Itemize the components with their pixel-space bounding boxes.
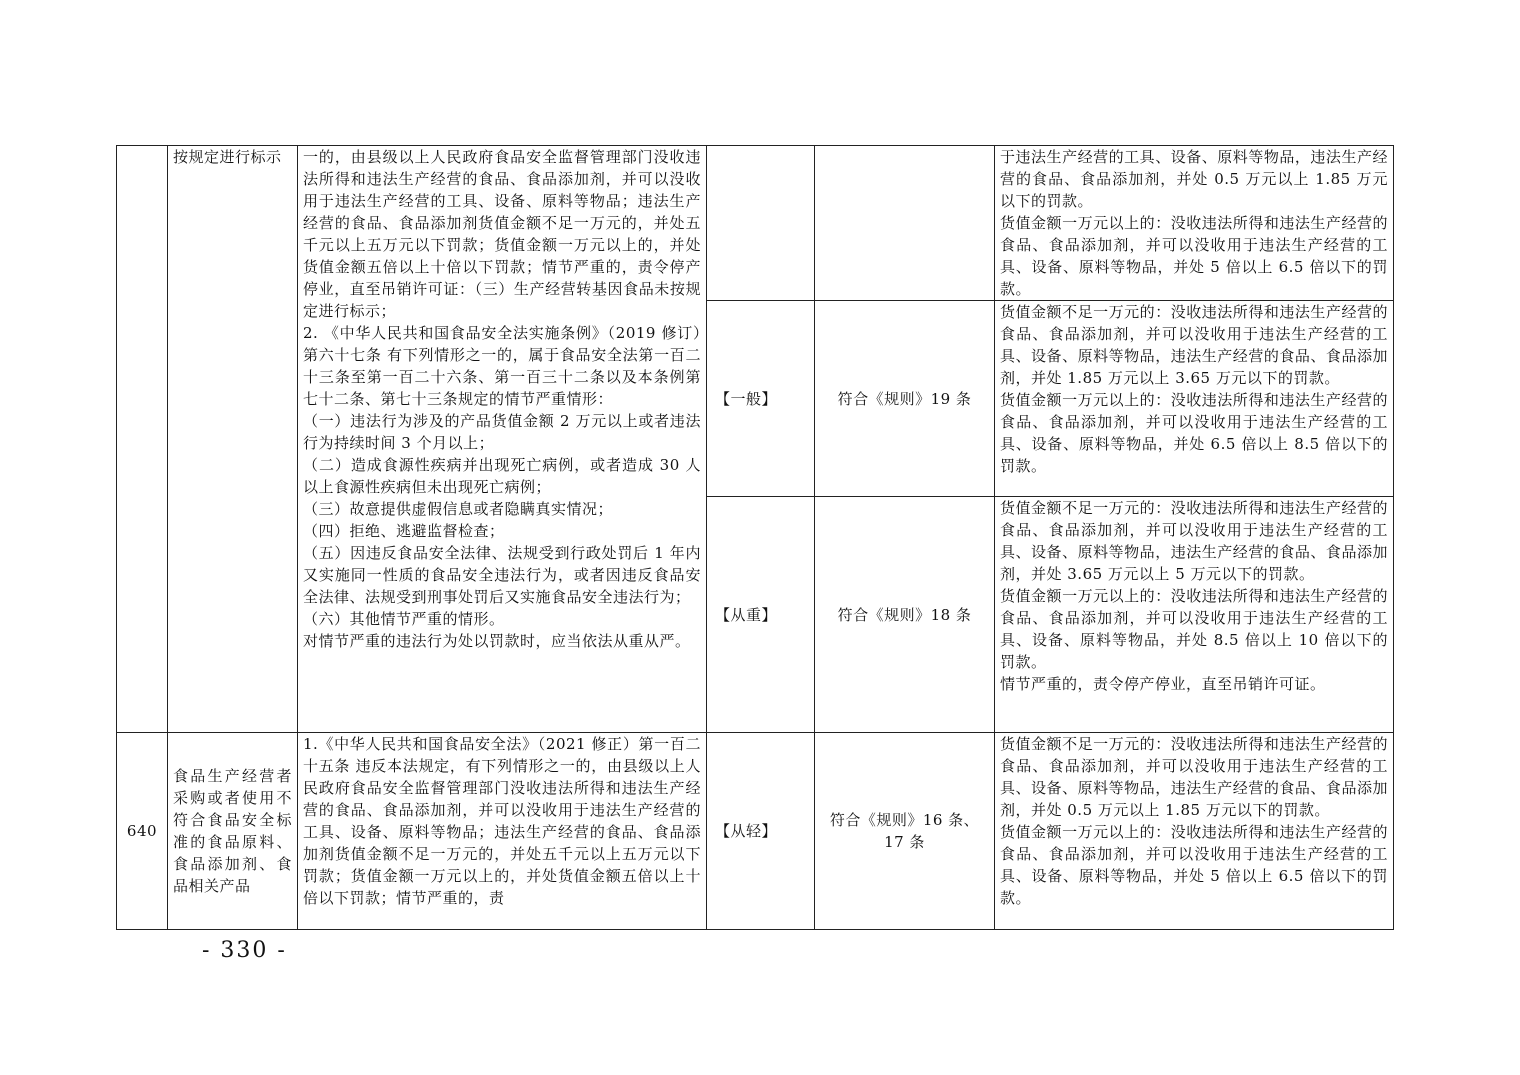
penalty-standard-cell — [995, 301, 1394, 497]
violation-name-cell — [168, 146, 298, 733]
discretion-level-cell: 【一般】 — [707, 301, 815, 497]
table-row — [117, 146, 1394, 301]
penalty-standard-cell — [995, 497, 1394, 733]
applicable-condition-cell: 符合《规则》19 条 — [815, 301, 995, 497]
penalty-standard-cell — [995, 146, 1394, 301]
penalty-standard-text: 货值金额不足一万元的：没收违法所得和违法生产经营的食品、食品添加剂，并可以没收用于违法生产经营的工具、设备、原料等物品，违法生产经营的食品、食品添加剂，并处 3.65 万元以上 5 万元以下的罚款。 货值金额一万元以上的：没收违法所得和违法生产经营的食品、食品添加剂，并可以没收用于违法生产经营的工具、设备、原料等物品，并处 8.5 倍以上 10 倍以下的罚款。 情节严重的，责令停产停业，直至吊销许可证。 — [1000, 499, 1388, 693]
penalty-standards-table — [116, 145, 1394, 930]
penalty-standard-text: 于违法生产经营的工具、设备、原料等物品，违法生产经营的食品、食品添加剂，并处 0.5 万元以上 1.85 万元以下的罚款。 货值金额一万元以上的：没收违法所得和违法生产经营的食品、食品添加剂，并可以没收用于违法生产经营的工具、设备、原料等物品，并处 5 倍以上 6.5 倍以下的罚款。 — [1000, 148, 1388, 298]
penalty-standard-text: 货值金额不足一万元的：没收违法所得和违法生产经营的食品、食品添加剂，并可以没收用于违法生产经营的工具、设备、原料等物品，违法生产经营的食品、食品添加剂，并处 0.5 万元以上 1.85 万元以下的罚款。 货值金额一万元以上的：没收违法所得和违法生产经营的食品、食品添加剂，并可以没收用于违法生产经营的工具、设备、原料等物品，并处 5 倍以上 6.5 倍以下的罚款。 — [1000, 735, 1388, 907]
applicable-condition-cell: 符合《规则》16 条、17 条 — [815, 733, 995, 930]
legal-basis-cell — [298, 146, 707, 733]
legal-basis-text: 1.《中华人民共和国食品安全法》（2021 修正）第一百二十五条 违反本法规定，有下列情形之一的，由县级以上人民政府食品安全监督管理部门没收违法所得和违法生产经营的食品、食品添加剂，并可以没收用于违法生产经营的工具、设备、原料等物品；违法生产经营的食品、食品添加剂货值金额不足一万元的，并处五千元以上五万元以下罚款；货值金额一万元以上的，并处货值金额五倍以上十倍以下罚款；情节严重的，责 — [303, 735, 701, 907]
page-number: - 330 - — [202, 938, 287, 963]
violation-name: 食品生产经营者采购或者使用不符合食品安全标准的食品原料、食品添加剂、食品相关产品 — [173, 767, 292, 895]
legal-basis-text: 一的，由县级以上人民政府食品安全监督管理部门没收违法所得和违法生产经营的食品、食品添加剂，并可以没收用于违法生产经营的工具、设备、原料等物品；违法生产经营的食品、食品添加剂货值金额不足一万元的，并处五千元以上五万元以下罚款；货值金额一万元以上的，并处货值金额五倍以上十倍以下罚款；情节严重的，责令停产停业，直至吊销许可证：（三）生产经营转基因食品未按规定进行标示； 2. 《中华人民共和国食品安全法实施条例》（2019 修订）第六十七条 有下列情形之一的，属于食品安全法第一百二十三条至第一百二十六条、第一百三十二条以及本条例第七十二条、第七十三条规定的情节严重情形： （一）违法行为涉及的产品货值金额 2 万元以上或者违法行为持续时间 3 个月以上； （二）造成食源性疾病并出现死亡病例，或者造成 30 人以上食源性疾病但未出现死亡病例； （三）故意提供虚假信息或者隐瞒真实情况； （四）拒绝、逃避监督检查； （五）因违反食品安全法律、法规受到行政处罚后 1 年内又实施同一性质的食品安全违法行为，或者因违反食品安全法律、法规受到刑事处罚后又实施食品安全违法行为； （六）其他情节严重的情形。 对情节严重的违法行为处以罚款时，应当依法从重从严。 — [303, 148, 701, 650]
applicable-condition-cell — [815, 146, 995, 301]
discretion-level-cell: 【从轻】 — [707, 733, 815, 930]
violation-name: 按规定进行标示 — [173, 148, 282, 166]
discretion-level-cell: 【从重】 — [707, 497, 815, 733]
item-number-cell — [117, 146, 168, 733]
penalty-standard-text: 货值金额不足一万元的：没收违法所得和违法生产经营的食品、食品添加剂，并可以没收用于违法生产经营的工具、设备、原料等物品，违法生产经营的食品、食品添加剂，并处 1.85 万元以上 3.65 万元以下的罚款。 货值金额一万元以上的：没收违法所得和违法生产经营的食品、食品添加剂，并可以没收用于违法生产经营的工具、设备、原料等物品，并处 6.5 倍以上 8.5 倍以下的罚款。 — [1000, 303, 1388, 475]
item-number-cell: 640 — [117, 733, 168, 930]
violation-name-cell — [168, 733, 298, 930]
penalty-standard-cell — [995, 733, 1394, 930]
applicable-condition-cell: 符合《规则》18 条 — [815, 497, 995, 733]
table-row — [117, 733, 1394, 930]
legal-basis-cell — [298, 733, 707, 930]
discretion-level-cell — [707, 146, 815, 301]
